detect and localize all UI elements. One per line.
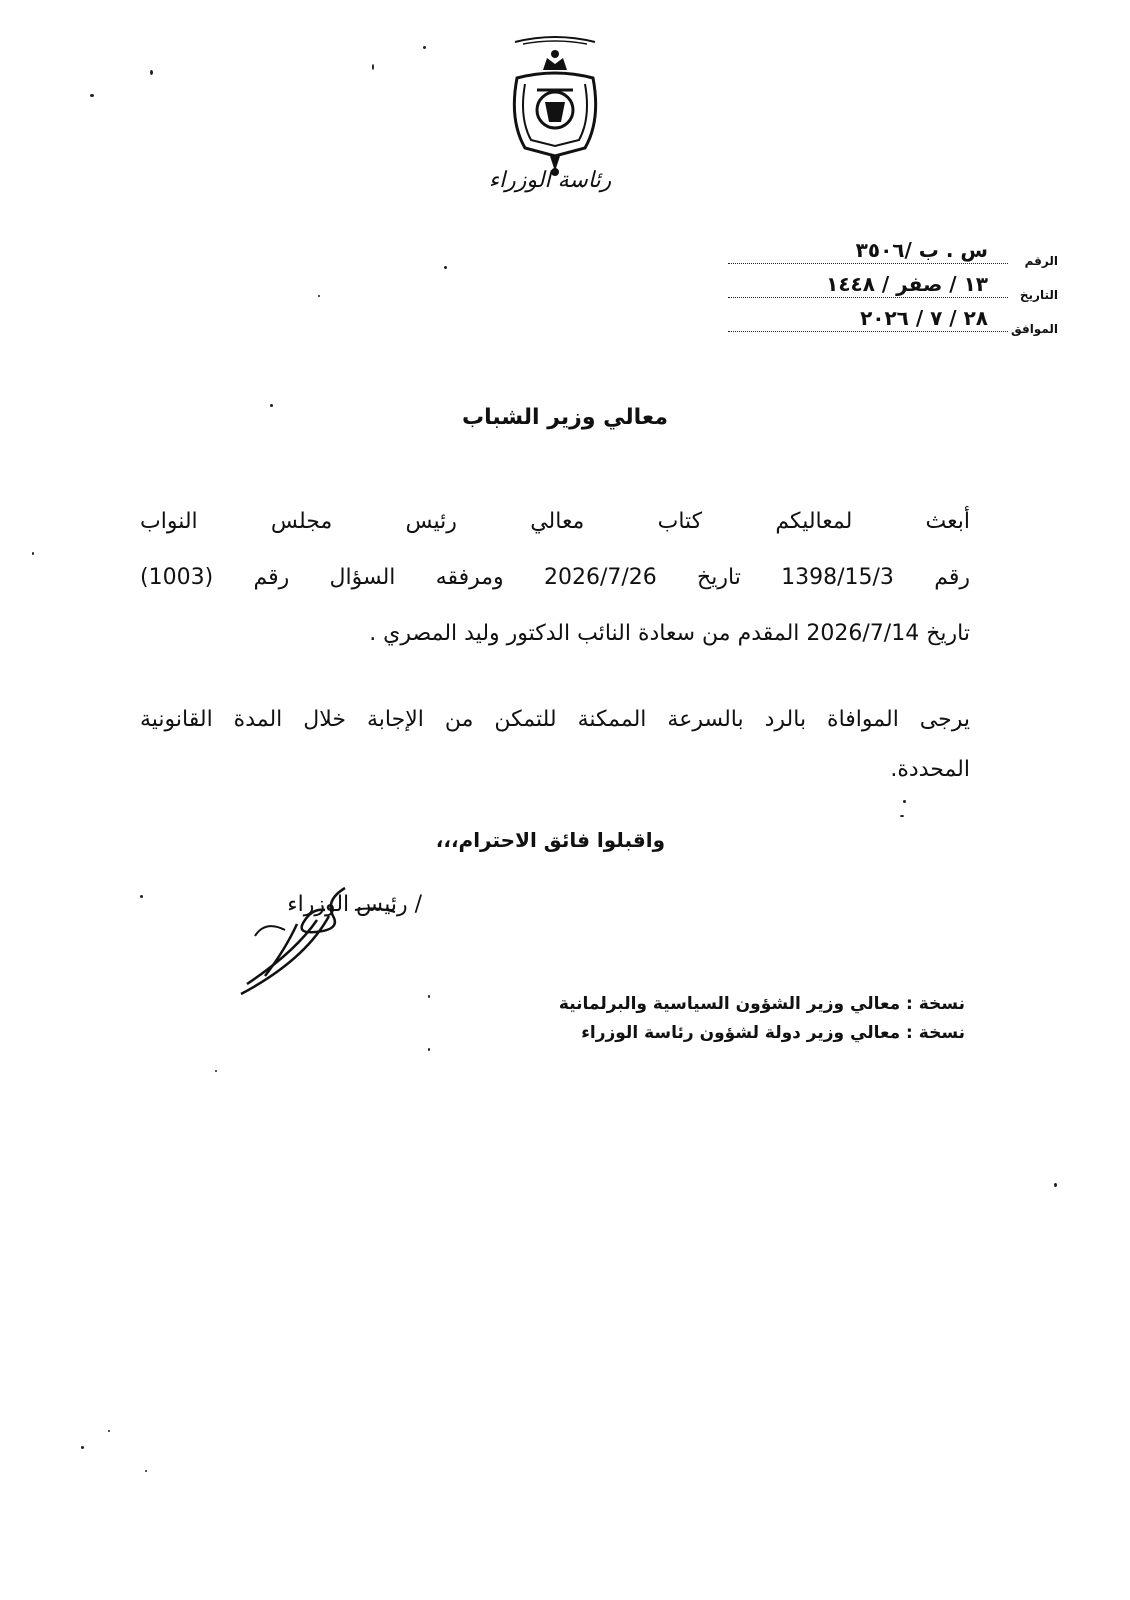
reference-date-row	[728, 272, 1058, 302]
coat-of-arms-icon	[495, 30, 615, 180]
scan-speck	[150, 70, 153, 75]
scan-speck	[145, 1470, 147, 1472]
scan-speck	[90, 94, 94, 97]
copies-list	[559, 990, 965, 1048]
scan-speck	[270, 404, 273, 407]
scan-speck	[900, 815, 904, 817]
paragraph-line: أبعث لمعاليكم كتاب معالي رئيس مجلس النواب	[140, 509, 970, 534]
paragraph-line: يرجى الموافاة بالرد بالسرعة الممكنة للتمكن من الإجابة خلال المدة القانونية	[140, 707, 970, 732]
dotted-line	[728, 263, 1008, 264]
scan-speck	[444, 266, 447, 269]
paragraph-line: المحددة.	[890, 757, 970, 782]
reference-gregorian-value: ٢٨ / ٧ / ٢٠٢٦	[860, 306, 988, 330]
reference-date-label: التاريخ	[1019, 288, 1058, 302]
scan-speck	[108, 1430, 110, 1432]
reference-gregorian-row	[728, 306, 1058, 336]
copy-line: نسخة : معالي وزير دولة لشؤون رئاسة الوزراء	[581, 1023, 965, 1043]
scan-speck	[81, 1446, 84, 1449]
reference-date-value: ١٣ / صفر / ١٤٤٨	[826, 272, 988, 296]
paragraph-line: تاريخ 2026/7/14 المقدم من سعادة النائب الدكتور وليد المصري .	[369, 621, 970, 646]
scan-speck	[428, 995, 430, 998]
dotted-line	[728, 297, 1008, 298]
reference-number-row	[728, 238, 1058, 268]
scan-speck	[215, 1070, 217, 1072]
closing-line: واقبلوا فائق الاحترام،،،	[435, 828, 665, 852]
scan-speck	[372, 64, 374, 70]
addressee-title: معالي وزير الشباب	[462, 405, 668, 430]
scan-speck	[903, 800, 906, 803]
signer-title: / رئيس الوزراء	[287, 892, 422, 917]
dotted-line	[728, 331, 1008, 332]
scan-speck	[32, 552, 34, 555]
reference-number-value: س . ب /٣٥٠٦	[855, 238, 988, 262]
scan-speck	[423, 46, 426, 49]
letterhead-brand: رئاسة الوزراء	[488, 168, 612, 193]
scan-speck	[1054, 1183, 1057, 1187]
reference-number-label: الرقم	[1024, 254, 1058, 268]
reference-gregorian-label: الموافق	[1011, 322, 1058, 336]
scan-speck	[428, 1048, 430, 1051]
paragraph-line: رقم 1398/15/3 تاريخ 2026/7/26 ومرفقه السؤال رقم (1003)	[140, 565, 970, 590]
copy-line: نسخة : معالي وزير الشؤون السياسية والبرلمانية	[558, 994, 965, 1014]
scan-speck	[140, 895, 143, 898]
scan-speck	[318, 295, 320, 297]
handwritten-signature	[225, 880, 425, 1000]
